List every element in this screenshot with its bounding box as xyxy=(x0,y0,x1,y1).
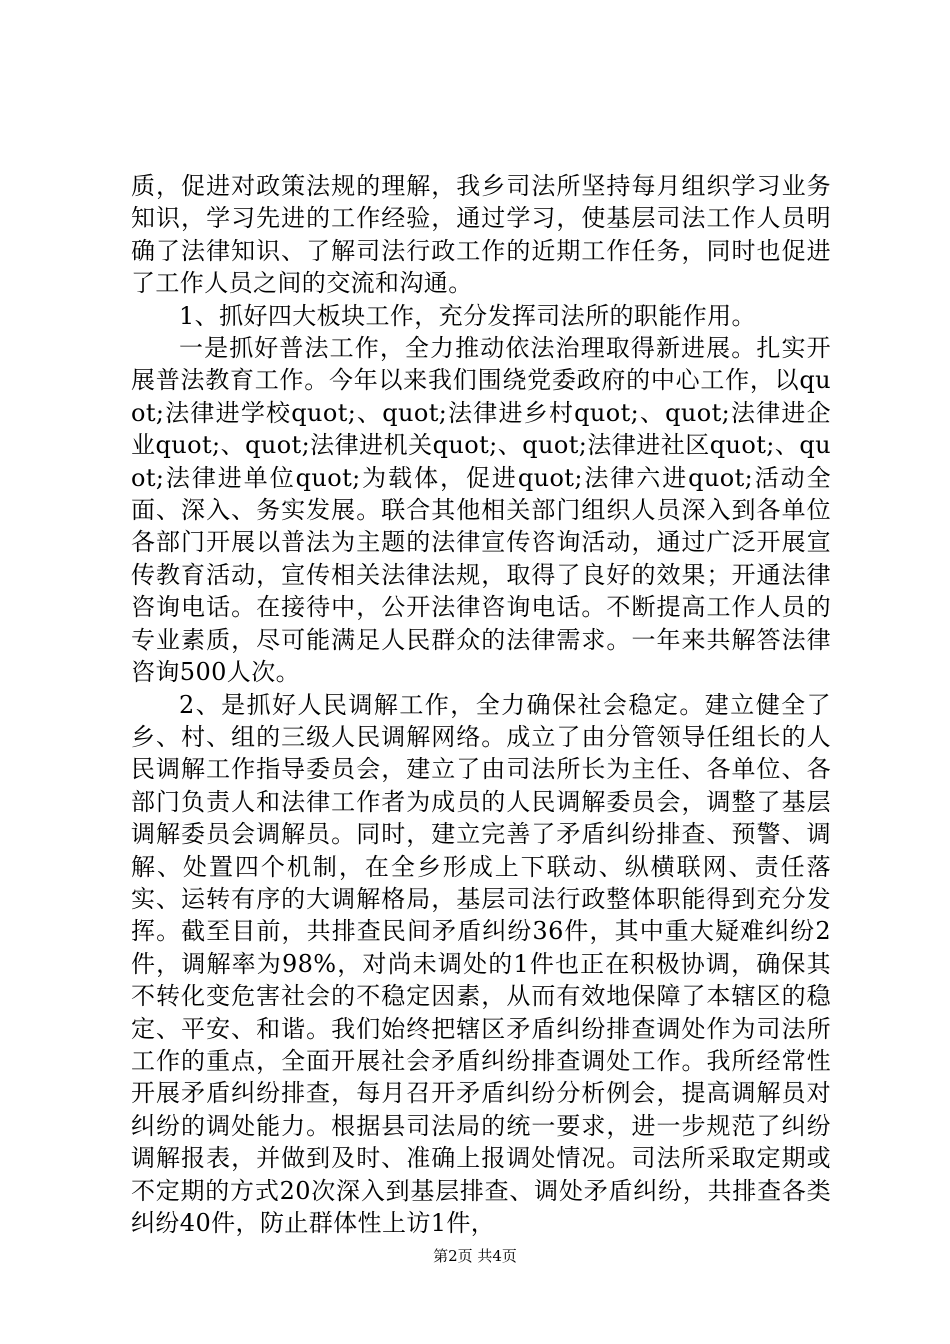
paragraph: 一是抓好普法工作，全力推动依法治理取得新进展。扎实开展普法教育工作。今年以来我们围绕党委政府的中心工作，以quot;法律进学校quot;、quot;法律进乡村quot;、quot;法律进企业quot;、quot;法律进机关quot;、quot;法律进社区quot;、quot;法律进单位quot;为载体，促进quot;法律六进quot;活动全面、深入、务实发展。联合其他相关部门组织人员深入到各单位各部门开展以普法为主题的法律宣传咨询活动，通过广泛开展宣传教育活动，宣传相关法律法规，取得了良好的效果；开通法律咨询电话。在接待中，公开法律咨询电话。不断提高工作人员的专业素质，尽可能满足人民群众的法律需求。一年来共解答法律咨询500人次。 xyxy=(131,334,831,687)
document-body xyxy=(131,170,831,1239)
paragraph: 2、是抓好人民调解工作，全力确保社会稳定。建立健全了乡、村、组的三级人民调解网络。成立了由分管领导任组长的人民调解工作指导委员会，建立了由司法所长为主任、各单位、各部门负责人和法律工作者为成员的人民调解委员会，调整了基层调解委员会调解员。同时，建立完善了矛盾纠纷排查、预警、调解、处置四个机制，在全乡形成上下联动、纵横联网、责任落实、运转有序的大调解格局，基层司法行政整体职能得到充分发挥。截至目前，共排查民间矛盾纠纷36件，其中重大疑难纠纷2件，调解率为98%，对尚未调处的1件也正在积极协调，确保其不转化变危害社会的不稳定因素，从而有效地保障了本辖区的稳定、平安、和谐。我们始终把辖区矛盾纠纷排查调处作为司法所工作的重点，全面开展社会矛盾纠纷排查调处工作。我所经常性开展矛盾纠纷排查，每月召开矛盾纠纷分析例会，提高调解员对纠纷的调处能力。根据县司法局的统一要求，进一步规范了纠纷调解报表，并做到及时、准确上报调处情况。司法所采取定期或不定期的方式20次深入到基层排查、调处矛盾纠纷，共排查各类纠纷40件，防止群体性上访1件， xyxy=(131,690,831,1237)
paragraph: 质，促进对政策法规的理解，我乡司法所坚持每月组织学习业务知识，学习先进的工作经验，通过学习，使基层司法工作人员明确了法律知识、了解司法行政工作的近期工作任务，同时也促进了工作人员之间的交流和沟通。 xyxy=(131,172,831,298)
page-footer: 第2页 共4页 xyxy=(433,1247,517,1265)
paragraph-heading-1: 1、抓好四大板块工作，充分发挥司法所的职能作用。 xyxy=(179,301,756,330)
